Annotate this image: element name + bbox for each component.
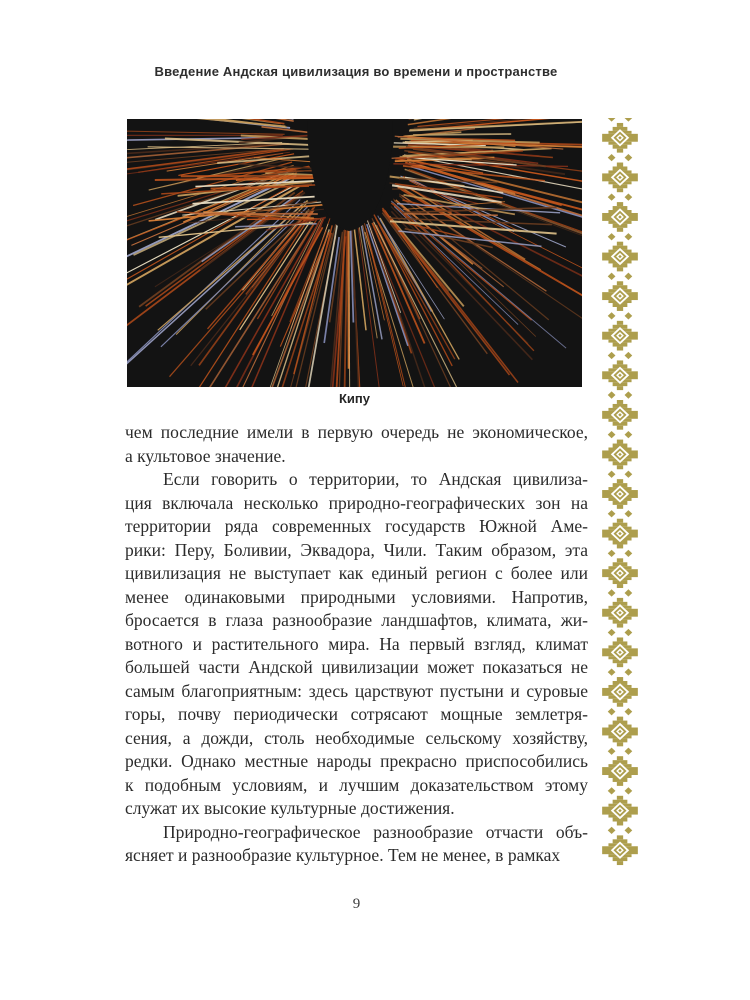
text-line: горы, почву периодически сотрясают мощные землетря- xyxy=(125,704,588,724)
figure-caption: Кипу xyxy=(338,391,370,406)
text-line: бросается в глаза разнообразие ландшафтов, климата, жи- xyxy=(125,610,588,630)
text-line: к подобным условиям, и лучшим доказательством этому xyxy=(125,774,588,795)
text-line: сения, а дожди, столь необходимые сельскому хозяйству, xyxy=(125,727,588,748)
text-line: Природно-географическое разнообразие отчасти объ- xyxy=(163,821,588,842)
text-line: цивилизация не выступает как единый регион с более или xyxy=(125,563,588,583)
text-line: Если говорить о территории, то Андская цивилиза- xyxy=(163,469,588,489)
page-number: 9 xyxy=(352,896,361,912)
text-block xyxy=(125,421,588,868)
text-line: служат их высокие культурные достижения. xyxy=(125,798,455,818)
text-line: редки. Однако местные народы прекрасно приспособились xyxy=(125,751,588,771)
andean-border-ornament xyxy=(599,118,641,870)
text-line: ция включала несколько природно-географических зон на xyxy=(125,492,588,513)
andean-border-pattern xyxy=(599,118,641,870)
text-line: рики: Перу, Боливии, Эквадора, Чили. Таким образом, эта xyxy=(125,539,588,560)
text-line: а культовое значение. xyxy=(125,445,286,466)
text-line: менее одинаковыми природными условиями. Напротив, xyxy=(125,586,588,607)
quipu-illustration xyxy=(127,119,582,387)
text-line: вотного и растительного мира. На первый взгляд, климат xyxy=(125,633,588,654)
text-line: территории ряда современных государств Южной Аме- xyxy=(125,516,588,536)
text-line: ясняет и разнообразие культурное. Тем не менее, в рамках xyxy=(125,845,561,865)
text-line: самым благоприятным: здесь царствуют пустыни и суровые xyxy=(125,680,588,701)
running-header: Введение Андская цивилизация во времени и пространстве xyxy=(154,64,558,79)
quipu-photo xyxy=(127,119,582,387)
text-line: чем последние имели в первую очередь не экономическое, xyxy=(125,422,588,442)
text-line: большей части Андской цивилизации может показаться не xyxy=(125,657,588,677)
